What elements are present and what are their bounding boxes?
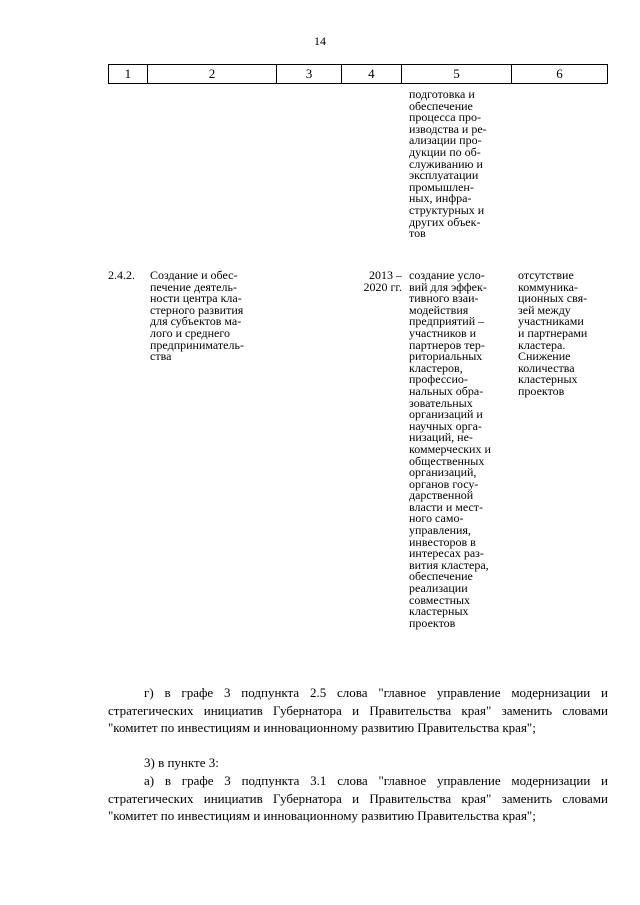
paragraph-g: г) в графе 3 подпункта 2.5 слова "главное управление модернизации и стратегических инициатив Губернатора и Правительства края" заменить словами "комитет по инвестициям и инновационному развитию Правительства края"; <box>108 685 608 735</box>
column-number-1: 1 <box>124 66 132 81</box>
row-period: 2013 – 2020 гг. <box>363 268 402 294</box>
continued-row-result: подготовка и обеспечение процесса про- изводства и ре- ализации про- дукции по об- служиванию и эксплуатации промышлен- ных, инфра- структурных и других объек- тов <box>409 87 487 241</box>
row-name: Создание и обес- печение деятель- ности центра кла- стерного развития для субъектов ма- лого и среднего предприниматель- ства <box>150 268 244 364</box>
column-number-2: 2 <box>147 65 277 83</box>
row-result: создание усло- вий для эффек- тивного взаи- модействия предприятий – участников и партнеров тер- риториальных кластеров, профессио- нальных обра- зовательных организаций и научных орга- низаций, не- коммерческих и общественных организаций, органов госу- дарственной власти и мест- ного само- управления, инвесторов в интересах раз- вития кластера, обеспечение реализации совместных кластерных проектов <box>409 268 491 630</box>
column-number-4: 4 <box>341 65 401 83</box>
row-number: 2.4.2. <box>108 268 135 282</box>
page-number: 14 <box>314 34 326 48</box>
column-number-6: 6 <box>511 65 607 83</box>
row-consequence: отсутствие коммуника- ционных свя- зей между участниками и партнерами кластера. Снижение количества кластерных проектов <box>518 268 588 398</box>
paragraph-3: 3) в пункте 3: <box>144 755 219 770</box>
paragraph-a: а) в графе 3 подпункта 3.1 слова "главное управление модернизации и стратегических инициатив Губернатора и Правительства края" заменить словами "комитет по инвестициям и инновационному развитию Правительства края"; <box>108 773 608 823</box>
column-number-3: 3 <box>276 65 340 83</box>
column-number-5: 5 <box>401 65 511 83</box>
table-column-numbers <box>108 64 608 84</box>
